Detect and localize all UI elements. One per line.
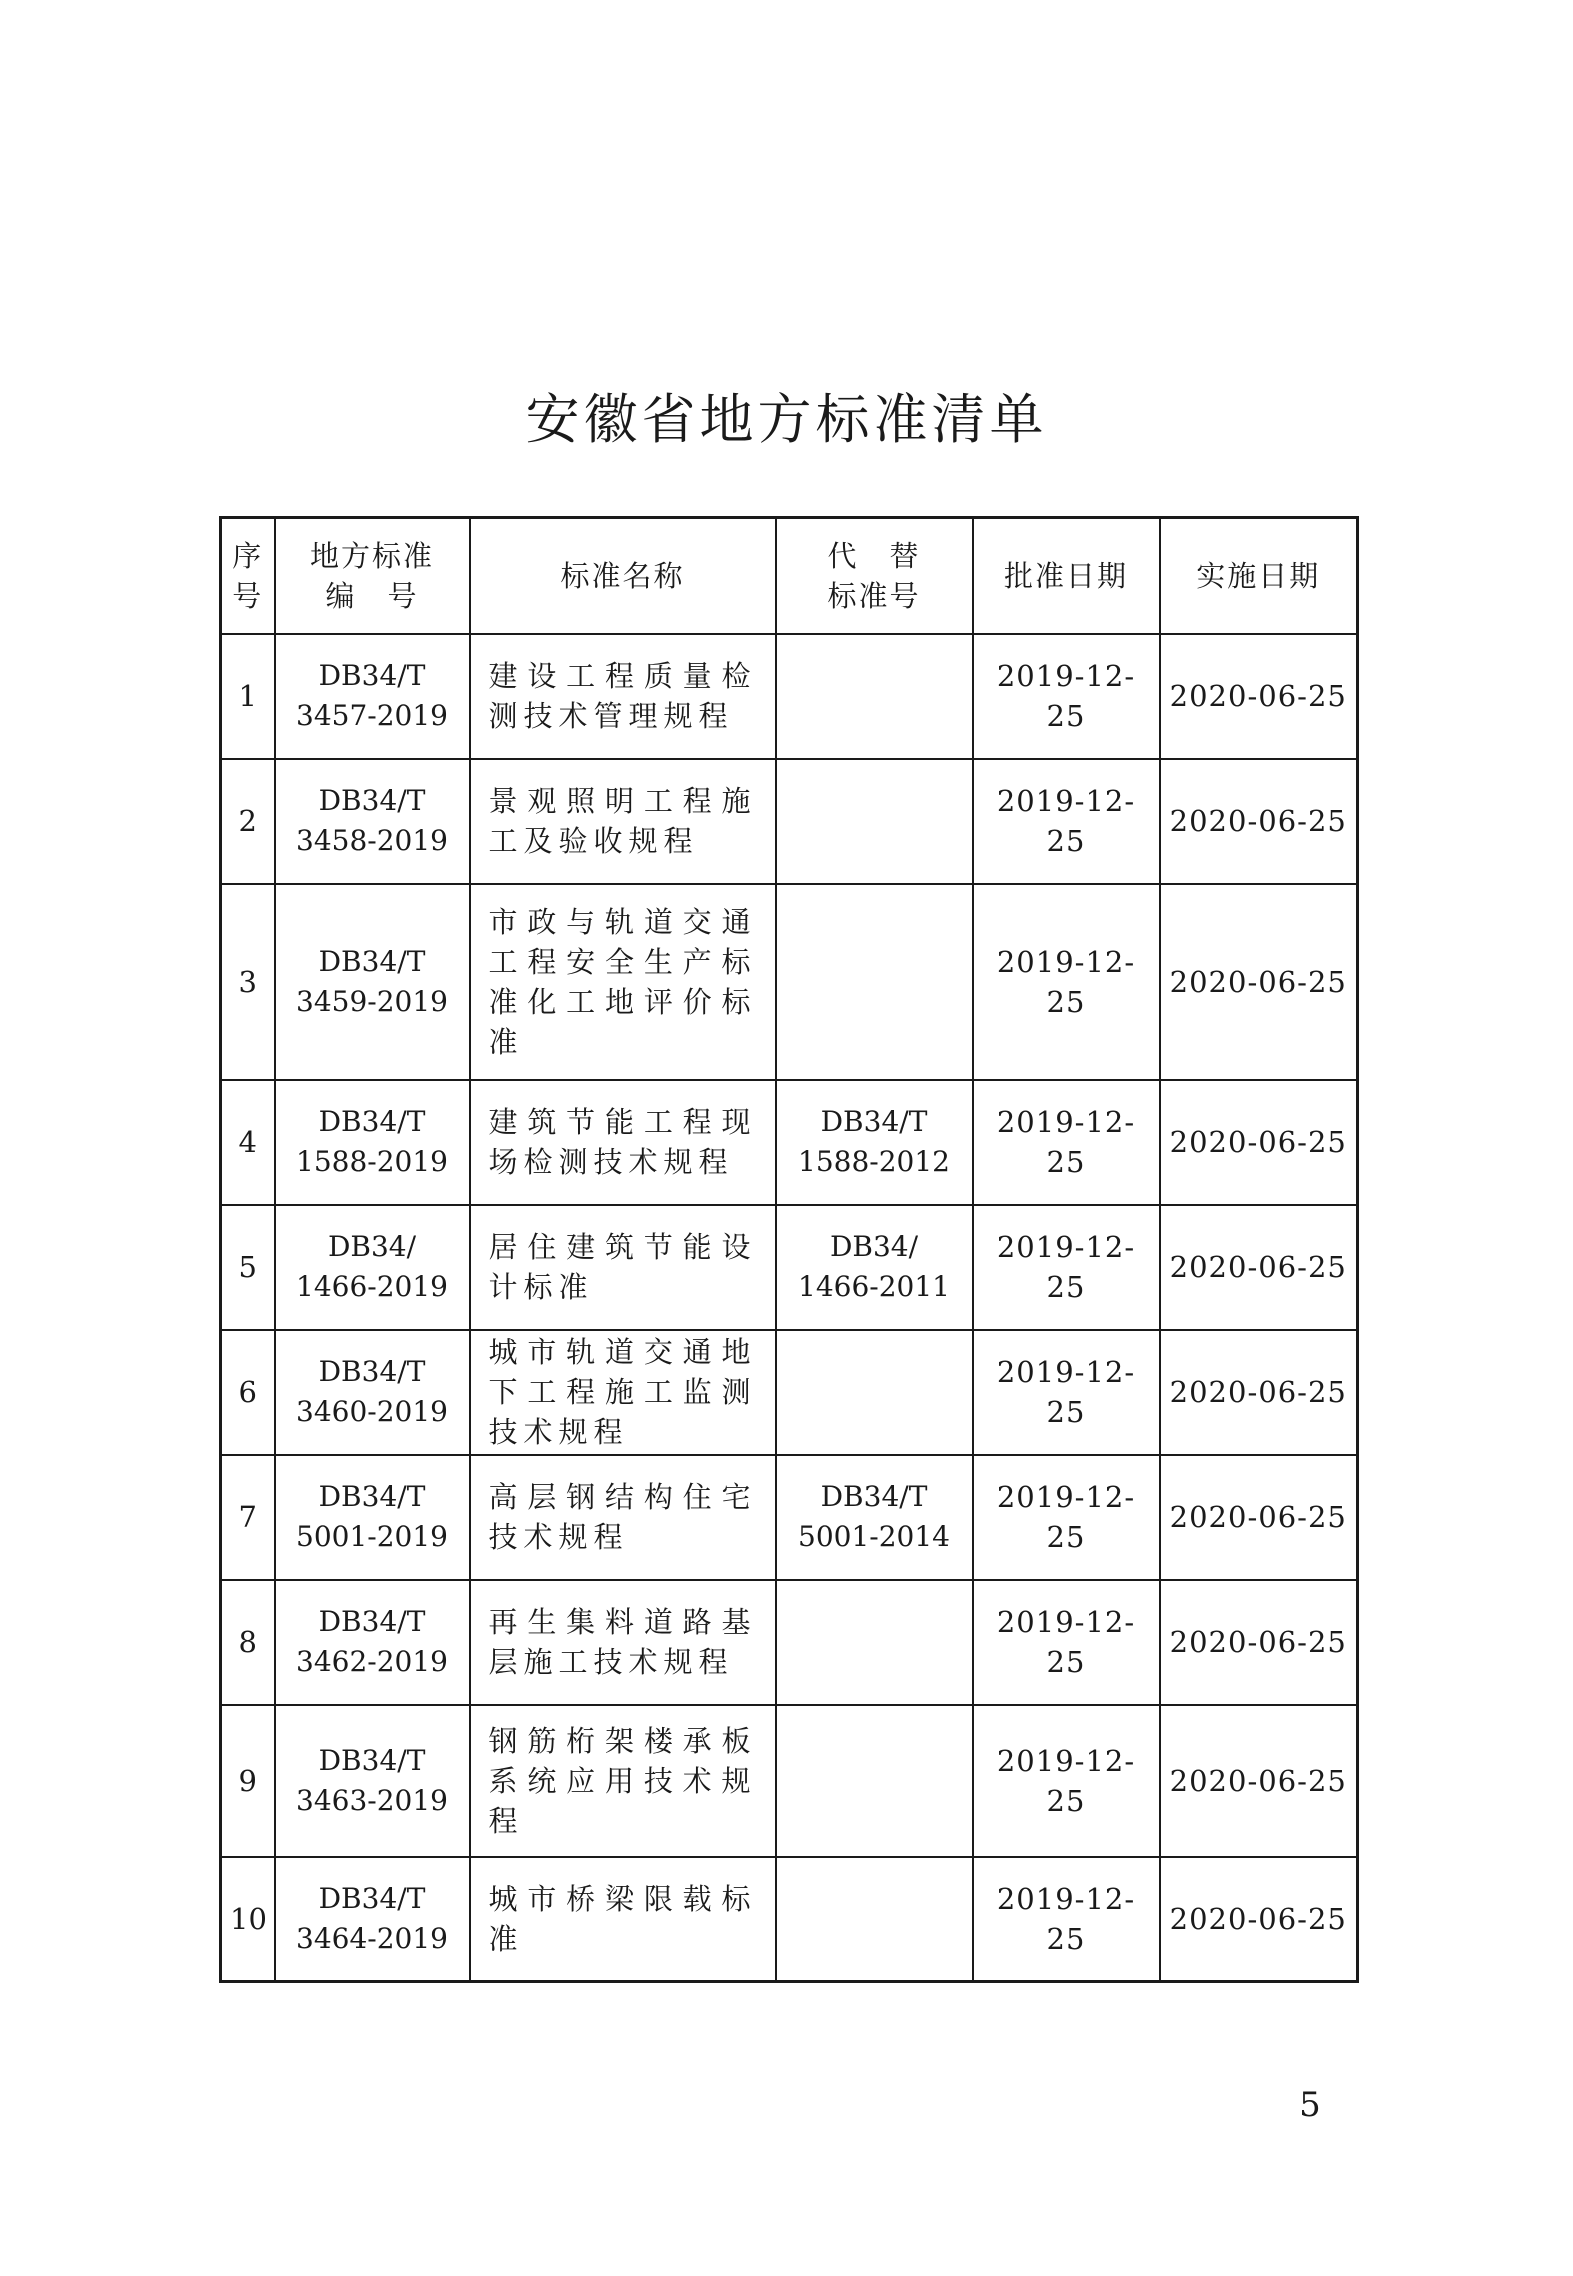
cell-code: DB34/T 1588-2019 [275, 1080, 470, 1205]
page-title: 安徽省地方标准清单 [525, 388, 1048, 451]
cell-code: DB34/T 3460-2019 [275, 1330, 470, 1455]
cell-seq: 10 [221, 1857, 275, 1982]
cell-name: 再生集料道路基层施工技术规程 [470, 1580, 776, 1705]
cell-approval-date: 2019-12-25 [973, 884, 1160, 1080]
cell-code: DB34/T 3457-2019 [275, 634, 470, 759]
cell-name: 建筑节能工程现场检测技术规程 [470, 1080, 776, 1205]
cell-code: DB34/T 5001-2019 [275, 1455, 470, 1580]
cell-code: DB34/ 1466-2019 [275, 1205, 470, 1330]
header-seq: 序 号 [221, 518, 275, 634]
cell-approval-date: 2019-12-25 [973, 1205, 1160, 1330]
table-row [221, 1705, 1358, 1857]
cell-seq: 2 [221, 759, 275, 884]
cell-code: DB34/T 3464-2019 [275, 1857, 470, 1982]
table-header-row [221, 518, 1358, 634]
cell-replaces [776, 884, 973, 1080]
cell-approval-date: 2019-12-25 [973, 759, 1160, 884]
cell-name: 景观照明工程施工及验收规程 [470, 759, 776, 884]
cell-name: 城市桥梁限载标准 [470, 1857, 776, 1982]
cell-code: DB34/T 3463-2019 [275, 1705, 470, 1857]
cell-replaces: DB34/ 1466-2011 [776, 1205, 973, 1330]
cell-replaces [776, 759, 973, 884]
cell-effective-date: 2020-06-25 [1160, 1455, 1358, 1580]
cell-effective-date: 2020-06-25 [1160, 1080, 1358, 1205]
cell-effective-date: 2020-06-25 [1160, 1705, 1358, 1857]
cell-approval-date: 2019-12-25 [973, 1857, 1160, 1982]
cell-replaces: DB34/T 1588-2012 [776, 1080, 973, 1205]
table-row [221, 884, 1358, 1080]
cell-effective-date: 2020-06-25 [1160, 1580, 1358, 1705]
cell-seq: 9 [221, 1705, 275, 1857]
cell-seq: 8 [221, 1580, 275, 1705]
cell-replaces [776, 1705, 973, 1857]
header-effective-date: 实施日期 [1160, 518, 1358, 634]
cell-approval-date: 2019-12-25 [973, 1705, 1160, 1857]
cell-approval-date: 2019-12-25 [973, 634, 1160, 759]
header-code: 地方标准 编 号 [275, 518, 470, 634]
table-row [221, 1330, 1358, 1455]
cell-seq: 7 [221, 1455, 275, 1580]
cell-code: DB34/T 3462-2019 [275, 1580, 470, 1705]
cell-seq: 4 [221, 1080, 275, 1205]
header-approval-date: 批准日期 [973, 518, 1160, 634]
header-replaces: 代 替 标准号 [776, 518, 973, 634]
table-row [221, 1580, 1358, 1705]
cell-replaces [776, 1330, 973, 1455]
cell-code: DB34/T 3459-2019 [275, 884, 470, 1080]
cell-replaces [776, 1580, 973, 1705]
cell-effective-date: 2020-06-25 [1160, 759, 1358, 884]
table-row [221, 1857, 1358, 1982]
cell-name: 高层钢结构住宅技术规程 [470, 1455, 776, 1580]
cell-seq: 1 [221, 634, 275, 759]
cell-replaces [776, 634, 973, 759]
table-row [221, 634, 1358, 759]
page-number: 5 [1299, 2085, 1321, 2125]
header-name: 标准名称 [470, 518, 776, 634]
cell-effective-date: 2020-06-25 [1160, 1205, 1358, 1330]
cell-code: DB34/T 3458-2019 [275, 759, 470, 884]
cell-effective-date: 2020-06-25 [1160, 884, 1358, 1080]
cell-approval-date: 2019-12-25 [973, 1330, 1160, 1455]
cell-replaces [776, 1857, 973, 1982]
cell-name: 居住建筑节能设计标准 [470, 1205, 776, 1330]
table-row [221, 1455, 1358, 1580]
cell-name: 建设工程质量检测技术管理规程 [470, 634, 776, 759]
cell-replaces: DB34/T 5001-2014 [776, 1455, 973, 1580]
cell-approval-date: 2019-12-25 [973, 1580, 1160, 1705]
standards-table [219, 516, 1359, 1983]
table-row [221, 1205, 1358, 1330]
cell-name: 钢筋桁架楼承板系统应用技术规程 [470, 1705, 776, 1857]
table-row [221, 759, 1358, 884]
cell-name: 市政与轨道交通工程安全生产标准化工地评价标准 [470, 884, 776, 1080]
cell-seq: 5 [221, 1205, 275, 1330]
cell-approval-date: 2019-12-25 [973, 1455, 1160, 1580]
cell-effective-date: 2020-06-25 [1160, 1857, 1358, 1982]
cell-name: 城市轨道交通地下工程施工监测技术规程 [470, 1330, 776, 1455]
cell-effective-date: 2020-06-25 [1160, 1330, 1358, 1455]
table-row [221, 1080, 1358, 1205]
cell-seq: 3 [221, 884, 275, 1080]
cell-effective-date: 2020-06-25 [1160, 634, 1358, 759]
cell-seq: 6 [221, 1330, 275, 1455]
cell-approval-date: 2019-12-25 [973, 1080, 1160, 1205]
